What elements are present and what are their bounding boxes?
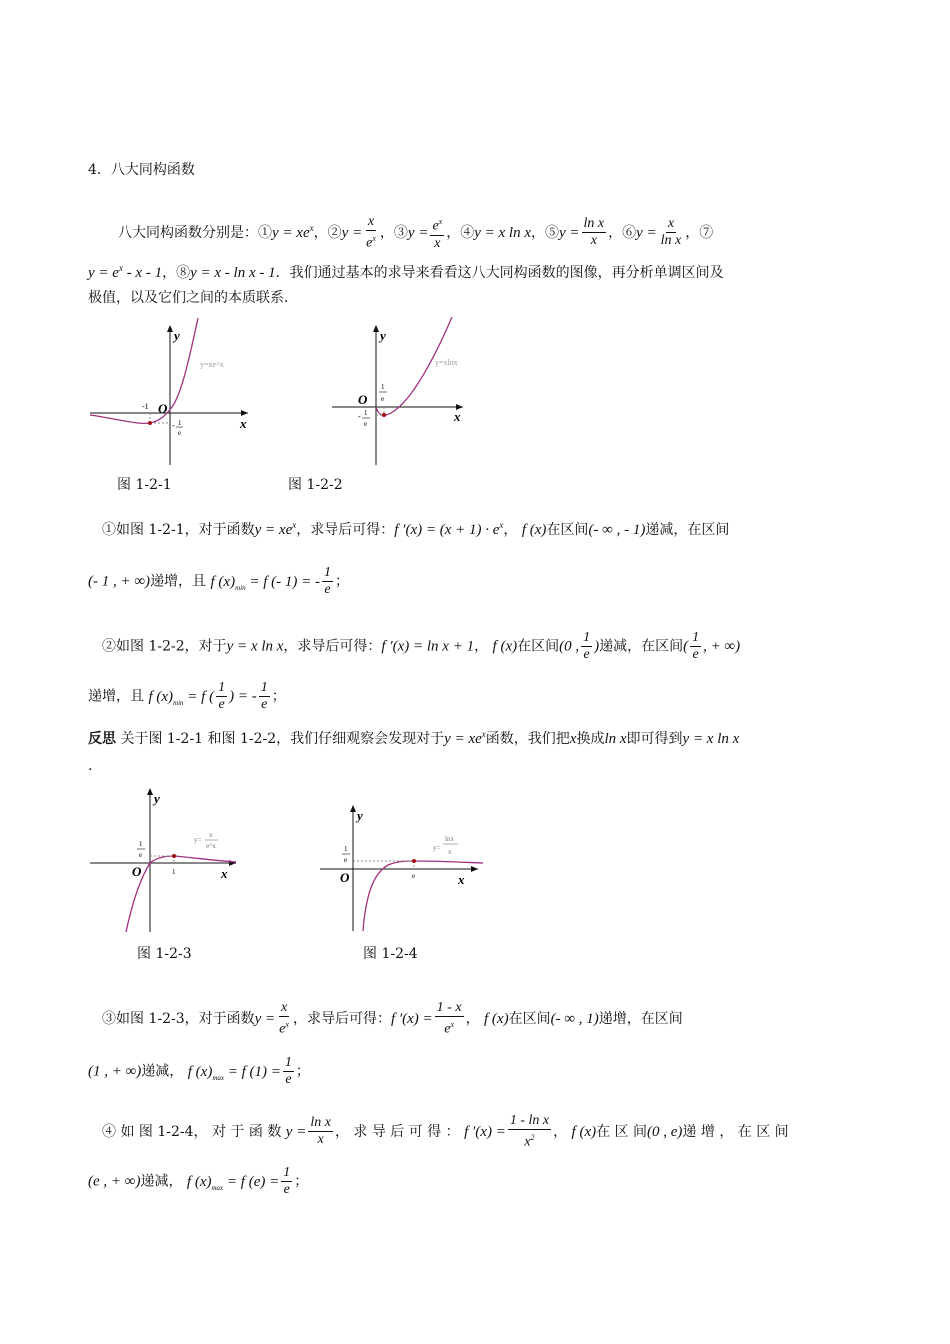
caption-1-2-2: 图 1-2-2: [288, 477, 343, 493]
marker-3: ③: [393, 224, 408, 241]
intro-tail-1: ．我们通过基本的求导来看看这八大同构函数的图像，再分析单调区间及: [275, 265, 724, 281]
min-point: [382, 413, 386, 417]
curve-label: y=xe^x: [200, 360, 224, 369]
para1-text-d: 在区间: [546, 522, 589, 538]
figure-1-2-3: [88, 784, 243, 934]
intro-lead: 八大同构函数分别是：: [118, 224, 258, 241]
para4-text-b: ， 求 导 后 可 得 ：: [334, 1123, 460, 1140]
marker-4: ④: [460, 224, 475, 241]
formula-3: $\frac{e^x}{x}$: [430, 214, 444, 252]
curve-label: y=xlnx: [435, 358, 458, 367]
reflection-text-2: 函数，我们把: [485, 731, 570, 747]
caption-1-2-1: 图 1-2-1: [117, 477, 172, 493]
svg-text:-: -: [172, 421, 175, 430]
figure-1-2-4: [318, 803, 488, 933]
reflection-text-1: 关于图 1-2-1 和图 1-2-2，我们仔细观察会发现对于: [120, 731, 445, 747]
svg-text:1: 1: [139, 840, 143, 848]
para4-text-c: ，: [553, 1123, 568, 1140]
svg-text:O: O: [132, 864, 142, 879]
para3-text-d: 在区间: [508, 1010, 551, 1027]
para4-text-e: 递 增 ， 在 区 间: [682, 1123, 789, 1140]
para3-line2: (1 , + ∞)递减， f $(x)_{max} = f$ (1) = $\frac{1}{e}$ ；: [88, 1055, 310, 1087]
formula-2: $\frac{x}{e^x}$: [366, 214, 376, 251]
svg-text:O: O: [340, 870, 350, 885]
para4-text-f: 递减，: [140, 1173, 183, 1190]
section-title: 4．八大同构函数: [88, 162, 195, 178]
reflection-end: .: [88, 758, 93, 774]
curve-label-den: x: [448, 848, 452, 856]
tick-neg1: -1: [142, 402, 149, 411]
intro-line-2: $y = e^x - x - 1$，⑧y = x - ln x - 1．我们通过基本的求导来看看这八大同构函数的图像，再分析单调区间及: [88, 263, 724, 281]
formula-6: $\frac{x}{\text{ln x}}$: [660, 216, 682, 249]
formula-4: y = x ln x: [474, 224, 531, 241]
curve-label-num: lnx: [445, 835, 454, 843]
intro-line-1: 八大同构函数分别是：①y = $xe^x$，②y = $\frac{x}{e^x}$ ，③y = $\frac{e^x}{x}$ ，④y = x ln x，⑤y = $\frac{\text{ln x}}{x}$ ，⑥y = $\frac{x}{\text{ln x}}$ ，⑦: [118, 214, 714, 251]
svg-text:x: x: [221, 866, 228, 881]
para2-text-c: ，: [474, 638, 489, 655]
para1-text-a: ①如图 1-2-1，对于函数: [102, 522, 255, 538]
para4-text-d: 在 区 间: [596, 1123, 648, 1140]
para3-text-b: ，求导后可得：: [292, 1010, 391, 1027]
curve-x-over-ex: [126, 856, 236, 932]
tick-frac-num: 1: [178, 419, 182, 427]
para1-text-c: ，: [503, 522, 518, 538]
svg-text:-: -: [358, 412, 361, 421]
para2-text-d: 在区间: [517, 638, 560, 655]
formula-1: $y = xe^x$: [272, 222, 314, 241]
svg-text:y=: y=: [194, 836, 202, 844]
curve-label-num: x: [209, 831, 213, 839]
svg-text:1: 1: [344, 845, 348, 853]
svg-text:1: 1: [364, 409, 368, 417]
tick-e: e: [412, 872, 416, 880]
svg-text:e: e: [344, 856, 348, 864]
marker-8: ⑧: [176, 265, 191, 281]
para2-text-f: 递增，且: [88, 688, 144, 705]
max-point: [412, 859, 416, 863]
para2-text-b: ，求导后可得：: [283, 638, 382, 655]
caption-1-2-3: 图 1-2-3: [137, 946, 192, 962]
tick-frac-den: e: [381, 395, 385, 403]
svg-text:x: x: [454, 409, 461, 424]
para3-text-c: ，: [465, 1010, 480, 1027]
para4-text-g: ；: [294, 1173, 309, 1190]
para3-text-g: ；: [295, 1063, 310, 1080]
para2-text-a: ②如图 1-2-2，对于: [102, 638, 227, 655]
svg-text:y: y: [154, 791, 160, 806]
para1-text-b: ，求导后可得：: [296, 522, 395, 538]
para3-text-f: 递减，: [141, 1063, 184, 1080]
intro-line-3: 极值，以及它们之间的本质联系．: [88, 290, 298, 306]
para3-text-e: 递增，在区间: [598, 1010, 683, 1027]
tick-1: 1: [172, 868, 176, 876]
caption-1-2-4: 图 1-2-4: [363, 946, 418, 962]
svg-text:O: O: [158, 401, 168, 416]
svg-text:x: x: [240, 416, 247, 431]
reflection-label: 反思: [88, 731, 116, 747]
svg-text:y: y: [357, 808, 363, 823]
reflection-text-4: 即可得到: [626, 731, 683, 747]
para4-text-a: ④ 如 图 1-2-4， 对 于 函 数: [102, 1123, 282, 1140]
marker-6: ⑥: [622, 224, 637, 241]
para1-line1: ①如图 1-2-1，对于函数$y = xe^x$，求导后可得：f $'(x) = (x + 1) \cdot e^x$， f (x)在区间(- ∞ , - 1)递减，在区间: [102, 520, 730, 538]
para1-text-g: ；: [335, 573, 349, 590]
svg-text:y: y: [174, 328, 180, 343]
marker-2: ②: [327, 224, 342, 241]
marker-1: ①: [258, 224, 272, 241]
max-point: [172, 854, 176, 858]
para3-text-a: ③如图 1-2-3，对于函数: [102, 1010, 255, 1027]
para4-line1: ④ 如 图 1-2-4， 对 于 函 数 y = $\frac{\text{ln x}}{x}$ ， 求 导 后 可 得 ： f ′(x) = $\frac{\text{1 - ln x}}{x^2}$ ， f (x)在 区 间(0 , e)递 增 ， 在 区 间: [102, 1113, 789, 1150]
curve-label-den: e^x: [206, 842, 216, 850]
tick-frac-den: e: [178, 429, 182, 437]
svg-text:y: y: [380, 328, 386, 343]
para3-line1: ③如图 1-2-3，对于函数y = $\frac{x}{e^x}$ ，求导后可得：f ′(x) = $\frac{1 - x}{e^x}$ ， f (x)在区间(- ∞ , 1)递增，在区间: [102, 1000, 683, 1037]
svg-text:O: O: [358, 392, 368, 407]
svg-text:e: e: [364, 420, 368, 428]
para2-line1: ②如图 1-2-2，对于y = x ln x，求导后可得：f ′(x) = ln x + 1， f (x)在区间(0 , $\frac{1}{e}$ )递减，在区间( $\frac{1}{e}$ , + ∞): [102, 630, 741, 662]
marker-7: ⑦: [699, 224, 714, 241]
para1-line2: (- 1 , + ∞)递增，且 f $(x)_{min} = f$ (- 1) = - $\frac{1}{e}$ ；: [88, 565, 349, 597]
reflection-line: 反思 关于图 1-2-1 和图 1-2-2，我们仔细观察会发现对于$y = xe^x$函数，我们把x换成ln x即可得到y = x ln x: [88, 729, 740, 747]
curve-lnx-over-x: [363, 861, 483, 931]
figure-1-2-1: [88, 315, 268, 470]
tick-frac-num: 1: [381, 383, 385, 391]
min-point: [148, 421, 152, 425]
para2-line2: 递增，且 f $(x)_{min} = f$ ( $\frac{1}{e}$ ) = - $\frac{1}{e}$ ；: [88, 680, 286, 712]
svg-text:y=: y=: [433, 844, 441, 852]
formula-7: $y = e^x - x - 1$: [88, 263, 163, 281]
para4-line2: (e , + ∞)递减， f $(x)_{max} = f$ (e) = $\frac{1}{e}$ ；: [88, 1165, 309, 1197]
figure-1-2-2: [330, 315, 470, 470]
formula-8: y = x - ln x - 1: [190, 265, 276, 281]
svg-text:e: e: [139, 851, 143, 859]
marker-5: ⑤: [545, 224, 559, 241]
para1-text-f: 递增，且: [150, 573, 207, 590]
para1-text-e: 递减，在区间: [645, 522, 730, 538]
svg-text:x: x: [458, 872, 465, 887]
para2-text-g: ；: [271, 688, 286, 705]
para2-text-e: 递减，在区间: [599, 638, 684, 655]
reflection-text-3: 换成: [576, 731, 605, 747]
formula-5: $\frac{\text{ln x}}{x}$: [583, 216, 605, 249]
